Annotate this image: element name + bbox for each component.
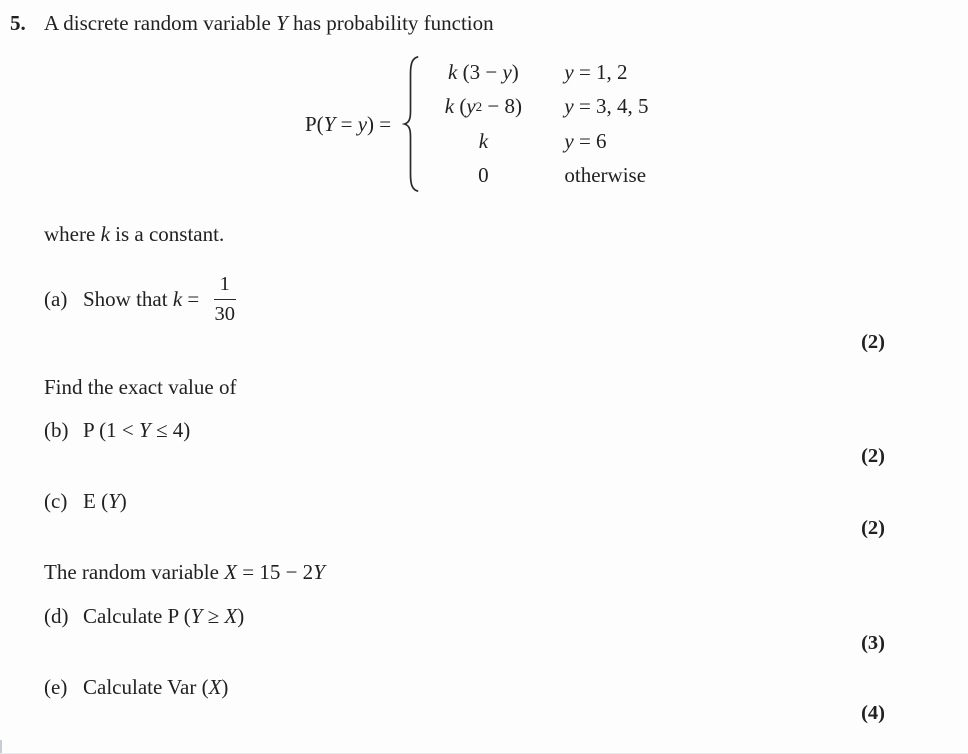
question-number: 5. xyxy=(10,11,26,35)
probability-function xyxy=(305,55,649,193)
case-1-expression: k (3 − y ) xyxy=(448,59,519,84)
part-e-marks: (4) xyxy=(861,702,885,724)
fraction-denominator: 30 xyxy=(214,299,237,325)
part-a-line xyxy=(44,270,236,328)
part-c-marks: (2) xyxy=(861,517,885,539)
part-d-label: (d) xyxy=(44,604,69,628)
case-2-expression: k ( y 2 − 8) xyxy=(444,94,523,119)
part-d-marks: (3) xyxy=(861,632,885,654)
fraction-one-thirtieth xyxy=(214,274,237,324)
part-d-text: Calculate P (Y ≥ X) xyxy=(83,604,245,628)
part-c-label: (c) xyxy=(44,489,68,513)
where-constant-text: where k is a constant. xyxy=(44,222,225,246)
case-4-expression: 0 xyxy=(478,163,489,188)
part-b-marks: (2) xyxy=(861,445,885,467)
part-b-line xyxy=(44,416,190,444)
question-intro-text: A discrete random variable Y has probability function xyxy=(44,11,494,35)
x-definition-text: The random variable X = 15 − 2Y xyxy=(44,560,325,584)
scan-edge-artifact xyxy=(0,740,2,753)
case-1-condition: y = 1, 2 xyxy=(564,59,628,84)
find-exact-text: Find the exact value of xyxy=(44,375,237,399)
part-a-label: (a) xyxy=(44,286,68,311)
part-e-line xyxy=(44,673,228,701)
part-d-line xyxy=(44,602,244,630)
case-4-condition: otherwise xyxy=(564,163,647,188)
part-e-text: Calculate Var (X) xyxy=(83,675,229,699)
piecewise-cases xyxy=(422,55,648,193)
case-3-condition: y = 6 xyxy=(564,128,607,153)
part-b-label: (b) xyxy=(44,418,69,442)
part-a-marks: (2) xyxy=(861,331,885,353)
piecewise-brace xyxy=(402,55,419,193)
part-c-line xyxy=(44,487,127,515)
part-b-text: P (1 < Y ≤ 4) xyxy=(83,418,191,442)
probability-function-lhs: P(Y = y) = xyxy=(305,112,397,136)
case-2-condition: y = 3, 4, 5 xyxy=(564,94,649,119)
case-3-expression: k xyxy=(478,128,489,153)
fraction-numerator: 1 xyxy=(219,273,230,295)
part-a-text: Show that k = xyxy=(83,286,205,311)
part-e-label: (e) xyxy=(44,675,68,699)
part-c-text: E (Y) xyxy=(83,489,127,513)
